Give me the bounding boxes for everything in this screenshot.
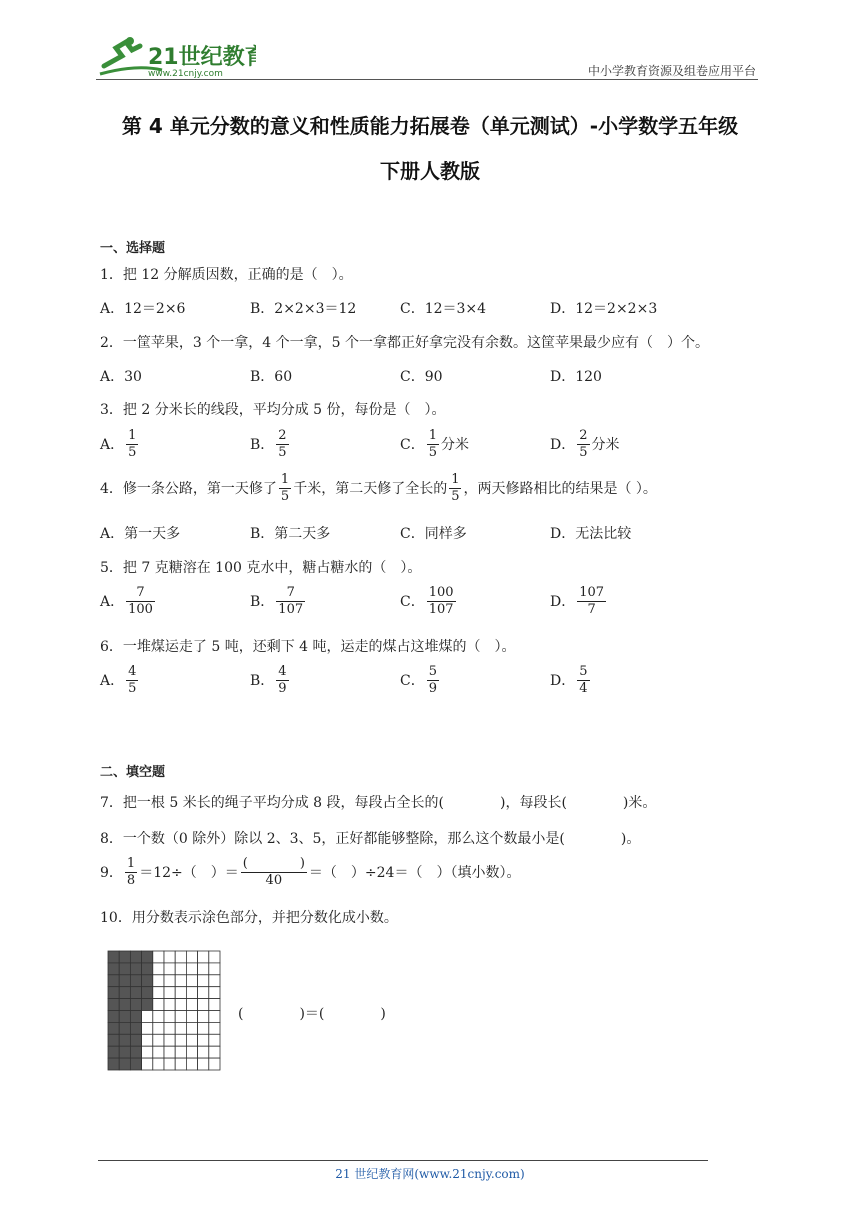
question-9: 9． $\frac{1}{8}$ ＝12÷（ ）＝ $\frac{( )}{40}$ ＝（ ）÷24＝（ ）（填小数）。 (100, 856, 521, 889)
grid-cell (186, 975, 197, 987)
grid-cell (164, 987, 175, 999)
question-1: 1．把 12 分解质因数，正确的是（ ）。 (100, 267, 353, 283)
page-title-line2: 下册人教版 (380, 159, 480, 183)
grid-cell (175, 987, 186, 999)
grid-cell (175, 963, 186, 975)
grid-cell (198, 1058, 209, 1070)
grid-cell (198, 987, 209, 999)
grid-cell-shaded (108, 975, 119, 987)
grid-cell (186, 999, 197, 1011)
question-10: 10．用分数表示涂色部分，并把分数化成小数。 (100, 910, 398, 926)
grid-cell (164, 963, 175, 975)
grid-cell-shaded (108, 1046, 119, 1058)
grid-cell-shaded (108, 1011, 119, 1023)
grid-cell-shaded (130, 999, 141, 1011)
grid-cell (198, 1022, 209, 1034)
grid-cell (164, 1022, 175, 1034)
site-logo (96, 34, 256, 80)
grid-cell (175, 1046, 186, 1058)
grid-cell (209, 1011, 220, 1023)
grid-cell (142, 1058, 153, 1070)
grid-cell (186, 987, 197, 999)
grid-cell (186, 1022, 197, 1034)
grid-cell (209, 975, 220, 987)
header-platform-text: 中小学教育资源及组卷应用平台 (587, 64, 756, 78)
q4-option-a: A．第一天多 (100, 526, 181, 542)
logo-url: www.21cnjy.com (148, 69, 223, 79)
grid-cell (164, 1058, 175, 1070)
shaded-grid-figure (107, 950, 221, 1075)
question-2: 2．一筐苹果，3 个一拿，4 个一拿，5 个一拿都正好拿完没有余数。这筐苹果最少应有（ ）个。 (100, 335, 709, 351)
grid-cell-shaded (119, 963, 130, 975)
grid-cell (209, 1046, 220, 1058)
grid-cell (198, 951, 209, 963)
q1-option-c: C．12＝3×4 (400, 301, 487, 317)
q6-option-c: C． $\frac{5}{9}$ (400, 664, 437, 697)
grid-cell (164, 1046, 175, 1058)
grid-cell (175, 1058, 186, 1070)
grid-cell (209, 987, 220, 999)
question-5: 5．把 7 克糖溶在 100 克水中，糖占糖水的（ ）。 (100, 560, 422, 576)
grid-cell (186, 951, 197, 963)
grid-cell-shaded (119, 1011, 130, 1023)
q10-answer-blanks: ( )＝( ) (238, 1006, 386, 1022)
footer-divider (98, 1160, 708, 1161)
grid-cell-shaded (108, 987, 119, 999)
grid-cell (175, 999, 186, 1011)
question-4: 4．修一条公路，第一天修了 $\frac{1}{5}$ 千米，第二天修了全长的 $\frac{1}{5}$ ，两天修路相比的结果是（ ）。 (100, 472, 657, 505)
section-heading-fill: 二、填空题 (100, 765, 166, 780)
grid-cell (175, 975, 186, 987)
grid-cell (164, 1011, 175, 1023)
grid-cell (164, 1034, 175, 1046)
grid-cell (175, 1034, 186, 1046)
grid-cell-shaded (142, 951, 153, 963)
grid-cell-shaded (108, 999, 119, 1011)
grid-cell (164, 951, 175, 963)
grid-cell-shaded (130, 1022, 141, 1034)
question-6: 6．一堆煤运走了 5 吨，还剩下 4 吨，运走的煤占这堆煤的（ ）。 (100, 639, 516, 655)
grid-cell (186, 1034, 197, 1046)
grid-cell-shaded (119, 975, 130, 987)
header-divider (96, 79, 758, 80)
q6-option-b: B． $\frac{4}{9}$ (250, 664, 287, 697)
grid-cell (198, 975, 209, 987)
q4-option-d: D．无法比较 (550, 526, 632, 542)
grid-cell-shaded (130, 1058, 141, 1070)
grid-cell-shaded (119, 1022, 130, 1034)
grid-cell-shaded (142, 963, 153, 975)
grid-cell-shaded (130, 1011, 141, 1023)
grid-cell (153, 1011, 164, 1023)
grid-cell (142, 1022, 153, 1034)
grid-cell-shaded (108, 1034, 119, 1046)
grid-cell-shaded (130, 951, 141, 963)
q1-option-b: B．2×2×3＝12 (250, 301, 357, 317)
grid-cell (198, 1011, 209, 1023)
grid-cell (153, 951, 164, 963)
q5-option-b: B． $\frac{7}{107}$ (250, 585, 304, 618)
q2-option-b: B．60 (250, 369, 293, 385)
grid-cell-shaded (130, 975, 141, 987)
question-3: 3．把 2 分米长的线段，平均分成 5 份，每份是（ ）。 (100, 402, 446, 418)
grid-cell (198, 1034, 209, 1046)
grid-cell (198, 999, 209, 1011)
question-8: 8．一个数（0 除外）除以 2、3、5，正好都能够整除，那么这个数最小是( )。 (100, 831, 641, 847)
question-7: 7．把一根 5 米长的绳子平均分成 8 段，每段占全长的( )，每段长( )米。 (100, 795, 657, 811)
grid-cell-shaded (119, 1058, 130, 1070)
grid-cell (186, 1011, 197, 1023)
grid-cell (153, 987, 164, 999)
grid-cell-shaded (130, 987, 141, 999)
page-title-line1: 第 4 单元分数的意义和性质能力拓展卷（单元测试）-小学数学五年级 (121, 114, 739, 138)
grid-cell (164, 999, 175, 1011)
q5-option-a: A． $\frac{7}{100}$ (100, 585, 153, 618)
grid-cell-shaded (119, 999, 130, 1011)
grid-cell-shaded (130, 1046, 141, 1058)
q5-option-c: C． $\frac{100}{107}$ (400, 585, 454, 618)
grid-cell (209, 999, 220, 1011)
logo-text: 21世纪教育 (148, 45, 256, 70)
q5-option-d: D． $\frac{107}{7}$ (550, 585, 605, 618)
grid-cell-shaded (142, 987, 153, 999)
grid-cell (153, 1046, 164, 1058)
grid-cell (153, 975, 164, 987)
q2-option-d: D．120 (550, 369, 602, 385)
grid-cell (153, 1034, 164, 1046)
grid-cell-shaded (130, 1034, 141, 1046)
grid-cell (142, 1011, 153, 1023)
grid-cell-shaded (108, 963, 119, 975)
grid-cell-shaded (119, 1034, 130, 1046)
q1-option-d: D．12＝2×2×3 (550, 301, 658, 317)
grid-cell (209, 1034, 220, 1046)
q2-option-a: A．30 (100, 369, 142, 385)
grid-cell (209, 1058, 220, 1070)
q3-option-d: D． $\frac{2}{5}$ 分米 (550, 428, 620, 461)
grid-cell-shaded (108, 1058, 119, 1070)
grid-cell (175, 1011, 186, 1023)
q3-option-b: B． $\frac{2}{5}$ (250, 428, 287, 461)
q3-option-c: C． $\frac{1}{5}$ 分米 (400, 428, 469, 461)
grid-cell-shaded (119, 1046, 130, 1058)
section-heading-choice: 一、选择题 (100, 241, 166, 256)
grid-cell (142, 1034, 153, 1046)
grid-cell-shaded (130, 963, 141, 975)
q3-option-a: A． $\frac{1}{5}$ (100, 428, 137, 461)
grid-cell (153, 999, 164, 1011)
q2-option-c: C．90 (400, 369, 443, 385)
grid-cell-shaded (108, 1022, 119, 1034)
grid-cell (164, 975, 175, 987)
q4-option-c: C．同样多 (400, 526, 467, 542)
q1-option-a: A．12＝2×6 (100, 301, 186, 317)
grid-cell-shaded (119, 987, 130, 999)
grid-cell (175, 951, 186, 963)
grid-cell (209, 951, 220, 963)
grid-cell-shaded (142, 999, 153, 1011)
grid-cell (142, 1046, 153, 1058)
grid-cell-shaded (108, 951, 119, 963)
grid-cell (209, 1022, 220, 1034)
grid-cell (198, 1046, 209, 1058)
grid-cell (186, 963, 197, 975)
grid-cell (186, 1058, 197, 1070)
grid-cell-shaded (119, 951, 130, 963)
q6-option-a: A． $\frac{4}{5}$ (100, 664, 137, 697)
grid-cell (186, 1046, 197, 1058)
grid-cell-shaded (142, 975, 153, 987)
grid-cell (153, 1022, 164, 1034)
grid-cell (153, 1058, 164, 1070)
grid-cell (198, 963, 209, 975)
footer-text: 21 世纪教育网(www.21cnjy.com) (335, 1167, 525, 1181)
grid-cell (153, 963, 164, 975)
q6-option-d: D． $\frac{5}{4}$ (550, 664, 588, 697)
grid-cell (209, 963, 220, 975)
grid-cell (175, 1022, 186, 1034)
q4-option-b: B．第二天多 (250, 526, 331, 542)
